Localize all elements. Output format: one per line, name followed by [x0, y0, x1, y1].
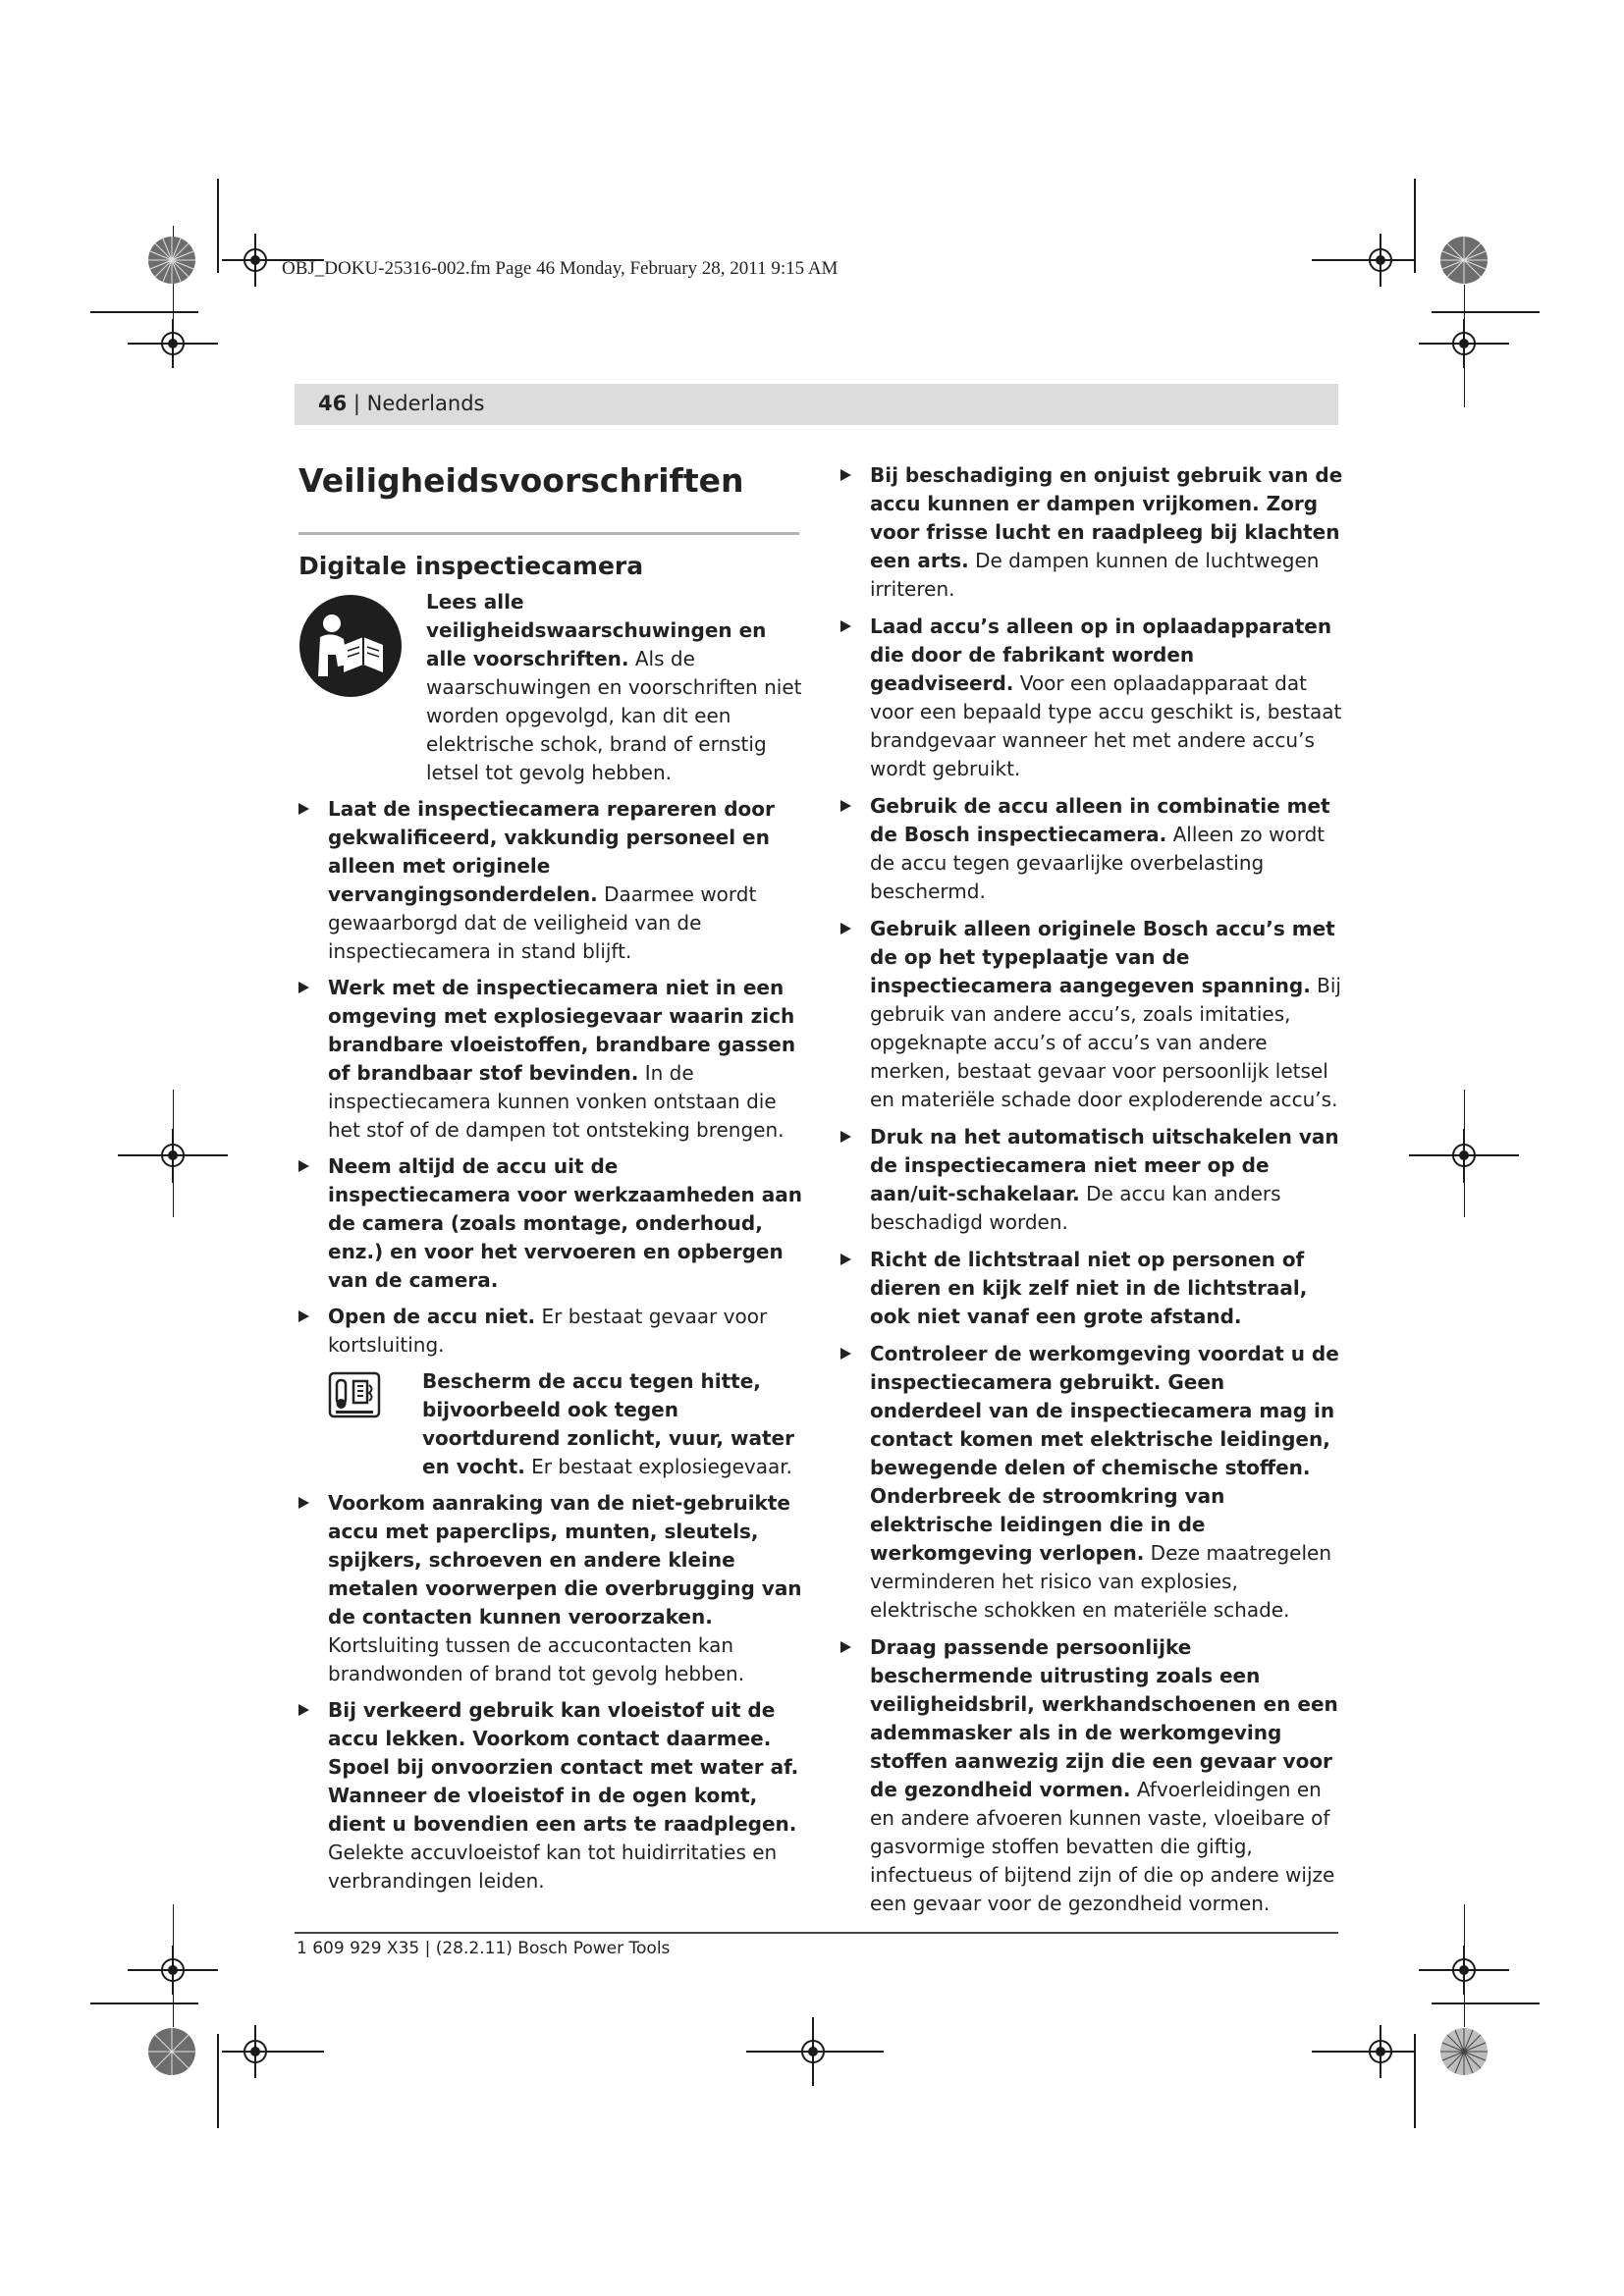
bullet-arrow-icon — [840, 1641, 851, 1653]
bullet-arrow-icon — [840, 1348, 851, 1360]
header-language: Nederlands — [366, 392, 485, 415]
page-header-text — [318, 392, 484, 415]
page-title: Veiligheidsvoorschriften — [298, 461, 744, 500]
item-text: Afvoerleidingen en en andere afvoeren kunnen vaste, vloeibare of gasvormige stoffen bevatten die giftig, infectueus of bijtend zijn of die op andere wijze een gevaar voor de gezondheid vormen. — [870, 1778, 1335, 1915]
item-text: Kortsluiting tussen de accucontacten kan brandwonden of brand tot gevolg hebben. — [328, 1633, 745, 1685]
bullet-arrow-icon — [298, 1310, 309, 1322]
starburst-target-icon — [1440, 2028, 1488, 2075]
print-slug: OBJ_DOKU-25316-002.fm Page 46 Monday, February 28, 2011 9:15 AM — [282, 258, 839, 279]
title-divider — [298, 532, 799, 535]
item-text: De accu kan anders beschadigd worden. — [870, 1182, 1281, 1234]
crosshair-icon — [222, 2025, 324, 2078]
list-item — [840, 792, 1343, 906]
item-bold: Gebruik de accu alleen in combinatie met de Bosch inspectiecamera. — [870, 794, 1330, 846]
list-item — [840, 613, 1343, 783]
item-bold: Laat de inspectiecamera repareren door gekwalificeerd, vakkundig personeel en alleen met originele vervangingsonderdelen. — [328, 797, 775, 906]
item-text: Bij gebruik van andere accu’s, zoals imitaties, opgeknapte accu’s of accu’s van andere merken, bestaat gevaar voor persoonlijk letsel en materiële schade door exploderende accu’s. — [870, 974, 1341, 1111]
warning-bold: Lees alle veiligheidswaarschuwingen en alle voorschriften. — [426, 590, 767, 670]
heat-bold: Bescherm de accu tegen hitte, bijvoorbeeld ook tegen voortdurend zonlicht, vuur, water en vocht. — [422, 1369, 794, 1478]
list-item — [298, 1303, 803, 1360]
item-bold: Druk na het automatisch uitschakelen van de inspectiecamera niet meer op de aan/uit-schakelaar. — [870, 1125, 1339, 1205]
bullet-arrow-icon — [298, 982, 309, 993]
starburst-target-icon — [148, 2028, 195, 2075]
warning-text: Als de waarschuwingen en voorschriften niet worden opgevolgd, kan dit een elektrische schok, brand of ernstig letsel tot gevolg hebben. — [426, 647, 802, 784]
crosshair-icon — [1312, 234, 1414, 287]
list-item — [298, 974, 803, 1145]
page-header — [295, 384, 1338, 425]
list-item — [840, 1633, 1343, 1918]
item-text: Alleen zo wordt de accu tegen gevaarlijke overbelasting beschermd. — [870, 823, 1326, 903]
bullet-arrow-icon — [840, 620, 851, 632]
list-item — [840, 1340, 1343, 1625]
item-bold: Gebruik alleen originele Bosch accu’s met de op het typeplaatje van de inspectiecamera aangegeven spanning. — [870, 917, 1335, 997]
list-item — [840, 1246, 1343, 1331]
bullet-arrow-icon — [840, 1131, 851, 1143]
list-item — [298, 795, 803, 966]
item-bold: Open de accu niet. — [328, 1305, 536, 1328]
section-subtitle: Digitale inspectiecamera — [298, 552, 644, 580]
item-text: Gelekte accuvloeistof kan tot huidirritaties en verbrandingen leiden. — [328, 1841, 778, 1893]
item-text: Daarmee wordt gewaarborgd dat de veiligheid van de inspectiecamera in stand blijft. — [328, 882, 757, 963]
item-text: Er bestaat gevaar voor kortsluiting. — [328, 1305, 768, 1357]
heat-warning — [328, 1367, 803, 1481]
list-item — [840, 915, 1343, 1114]
list-item — [298, 1696, 803, 1896]
starburst-target-icon — [148, 237, 195, 284]
item-bold: Bij verkeerd gebruik kan vloeistof uit de accu lekken. Voorkom contact daarmee. Spoel bij onvoorzien contact met water af. Wanneer de vloeistof in de ogen komt, dient u bovendien een arts te raadplegen. — [328, 1698, 799, 1836]
item-bold: Controleer de werkomgeving voordat u de inspectiecamera gebruikt. Geen onderdeel van de inspectiecamera mag in contact komen met elektrische leidingen, bewegende delen of chemische stoffen. Onderbreek de stroomkring van elektrische leidingen die in de werkomgeving verlopen. — [870, 1342, 1339, 1565]
bullet-arrow-icon — [840, 469, 851, 481]
item-text: In de inspectiecamera kunnen vonken ontstaan die het stof of de dampen tot ontsteking brengen. — [328, 1061, 785, 1142]
read-manual-icon — [298, 594, 403, 698]
item-bold: Neem altijd de accu uit de inspectiecamera voor werkzaamheden aan de camera (zoals montage, onderhoud, enz.) en voor het vervoeren en opbergen van de camera. — [328, 1154, 802, 1292]
general-warning — [298, 588, 803, 787]
list-item — [298, 1152, 803, 1295]
heat-text: Er bestaat explosiegevaar. — [524, 1455, 792, 1478]
bullet-arrow-icon — [840, 800, 851, 812]
bullet-arrow-icon — [298, 1160, 309, 1172]
bullet-arrow-icon — [840, 923, 851, 934]
bullet-arrow-icon — [298, 803, 309, 815]
item-text: Voor een oplaadapparaat dat voor een bepaald type accu geschikt is, bestaat brandgevaar wanneer het met andere accu’s wordt gebruikt. — [870, 671, 1342, 780]
bullet-arrow-icon — [840, 1254, 851, 1265]
header-separator: | — [347, 392, 367, 415]
footer-divider — [295, 1932, 1338, 1934]
list-item — [840, 1123, 1343, 1237]
page-number: 46 — [318, 392, 348, 415]
footer-text: 1 609 929 X35 | (28.2.11) Bosch Power Tools — [297, 1939, 671, 1958]
item-bold: Voorkom aanraking van de niet-gebruikte accu met paperclips, munten, sleutels, spijkers, schroeven en andere kleine metalen voorwerpen die overbrugging van de contacten kunnen veroorzaken. — [328, 1491, 802, 1629]
list-item — [840, 461, 1343, 604]
crosshair-icon — [1312, 2025, 1414, 2078]
item-bold: Laad accu’s alleen op in oplaadapparaten die door de fabrikant worden geadviseerd. — [870, 614, 1332, 695]
right-column — [840, 461, 1343, 1918]
item-bold: Richt de lichtstraal niet op personen of dieren en kijk zelf niet in de lichtstraal, ook niet vanaf een grote afstand. — [870, 1248, 1308, 1328]
heat-protection-icon — [328, 1371, 381, 1418]
bullet-arrow-icon — [298, 1704, 309, 1716]
item-text: De dampen kunnen de luchtwegen irriteren. — [870, 549, 1320, 601]
list-item — [298, 1489, 803, 1688]
item-bold: Werk met de inspectiecamera niet in een omgeving met explosiegevaar waarin zich brandbare vloeistoffen, brandbare gassen of brandbaar stof bevinden. — [328, 976, 796, 1085]
starburst-target-icon — [1440, 237, 1488, 284]
left-column — [298, 452, 803, 1896]
item-bold: Bij beschadiging en onjuist gebruik van de accu kunnen er dampen vrijkomen. Zorg voor frisse lucht en raadpleeg bij klachten een arts. — [870, 463, 1343, 572]
item-text: Deze maatregelen verminderen het risico van explosies, elektrische schokken en materiële schade. — [870, 1541, 1332, 1622]
item-bold: Draag passende persoonlijke beschermende uitrusting zoals een veiligheidsbril, werkhandschoenen en een ademmasker als in de werkomgeving stoffen aanwezig zijn die een gevaar voor de gezondheid vormen. — [870, 1635, 1338, 1801]
bullet-arrow-icon — [298, 1497, 309, 1509]
